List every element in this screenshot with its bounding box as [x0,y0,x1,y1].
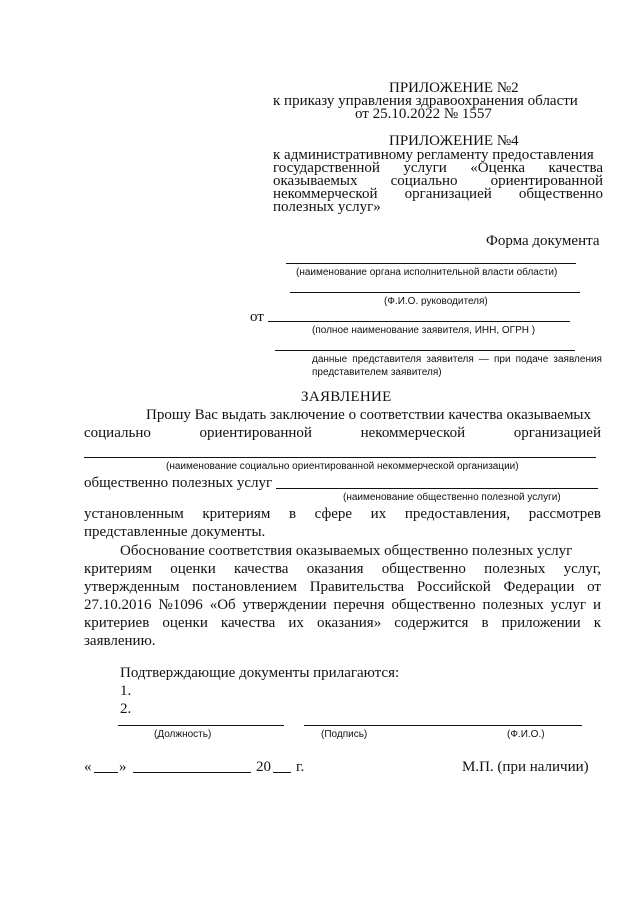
word: полезных [482,597,544,613]
word: оценки [170,561,216,577]
body-p1-line-4 [84,507,601,522]
statement-title: ЗАЯВЛЕНИЕ [301,389,392,405]
appendix-4-line-1: к административному регламенту предоставления [273,147,594,163]
word: данные [312,354,348,365]
body-p1-line-1: Прошу Вас выдать заключение о соответствии качества оказываемых [146,407,592,423]
appendix-4-title: ПРИЛОЖЕНИЕ №4 [389,133,519,149]
applicant-line[interactable] [268,321,570,322]
appendix-4-line-5: полезных услуг» [273,199,381,215]
word: качества [548,160,603,176]
word: — [478,354,489,365]
word: оценки [162,615,208,631]
representative-line[interactable] [275,350,575,351]
word: услуг [550,597,586,613]
full-name-caption: (Ф.И.О.) [507,729,545,740]
word: №1096 [158,597,203,613]
word: рассмотрев [528,506,601,522]
word: представителя [352,354,422,365]
word: Правительства [309,579,405,595]
organ-name-line[interactable] [286,263,576,264]
appendix-2-order-line: к приказу управления здравоохранения области [273,93,578,109]
word: критериям [202,506,271,522]
word: оказания» [316,615,382,631]
organ-name-caption: (наименование органа исполнительной власти области) [296,267,558,278]
word: заявления [553,354,602,365]
stamp-label: М.П. (при наличии) [462,759,589,775]
word: содержится [394,615,469,631]
word: ориентированной [490,173,603,189]
word: Российской [416,579,491,595]
word: некоммерческой [360,425,466,441]
organization-name-line[interactable] [84,457,596,458]
from-label: от [250,309,264,325]
word: социально [390,173,458,189]
body-p2-line-3 [84,580,601,595]
word: социально [84,425,151,441]
word: качества [220,615,276,631]
body-p2-line-6: заявлению. [84,633,156,649]
position-line[interactable] [118,725,284,726]
word: сфере [314,506,353,522]
word: оказания [306,561,364,577]
word: установленным [84,506,184,522]
word: в [288,506,297,522]
head-name-line[interactable] [290,292,580,293]
form-label: Форма документа [486,233,600,249]
body-p2-line-2 [84,562,601,577]
word: предоставления, [404,506,511,522]
word: общественно [391,597,476,613]
word: к [593,615,601,631]
attachments-label: Подтверждающие документы прилагаются: [120,665,400,681]
word: при [493,354,511,365]
signature-caption: (Подпись) [321,729,368,740]
word: оказываемых [273,173,358,189]
word: услуги [403,160,447,176]
day-line[interactable] [94,772,118,773]
full-name-line[interactable] [416,725,582,726]
body-p1-line-5: представленные документы. [84,524,266,540]
word: организацией [404,186,492,202]
word: полезных [484,561,546,577]
word: государственной [273,160,380,176]
service-name-caption: (наименование общественно полезной услуги) [343,492,561,503]
word: качества [234,561,289,577]
appendix-2-date-line: от 25.10.2022 № 1557 [355,106,492,122]
year-prefix: 20 [256,759,271,775]
word: в [481,615,489,631]
word: и [592,597,601,613]
applicant-caption: (полное наименование заявителя, ИНН, ОГРН ) [312,325,536,336]
date-open-quote: « [84,759,92,775]
representative-caption-line-2: представителем заявителя) [312,367,442,378]
year-line[interactable] [273,772,291,773]
word: общественно [381,561,466,577]
word: заявителя [426,354,474,365]
body-p2-line-1: Обоснование соответствия оказываемых общественно полезных услуг [120,543,573,559]
word: организацией [513,425,601,441]
organization-name-caption: (наименование социально ориентированной некоммерческой организации) [166,461,519,472]
word: «Оценка [470,160,526,176]
word: приложении [501,615,581,631]
attachment-item-1: 1. [120,683,132,699]
body-p1-line-2 [84,426,601,441]
word: общественно [518,186,603,202]
body-p2-line-4 [84,598,601,613]
attachment-item-2: 2. [120,701,132,717]
service-name-line[interactable] [276,488,598,489]
position-caption: (Должность) [154,729,212,740]
date-close-quote: » [119,759,127,775]
word: от [587,579,601,595]
word: некоммерческой [273,186,378,202]
word: 27.10.2016 [84,597,152,613]
word: Федерации [503,579,575,595]
word: критериев [84,615,150,631]
word: ориентированной [199,425,312,441]
word: подаче [515,354,549,365]
services-label: общественно полезных услуг [84,475,273,491]
appendix-2-title: ПРИЛОЖЕНИЕ №2 [389,80,519,96]
word: услуг, [563,561,601,577]
year-suffix: г. [296,759,305,775]
word: утвержденным [84,579,180,595]
word: перечня [333,597,385,613]
body-p2-line-5 [84,616,601,631]
word: их [288,615,304,631]
word: критериям [84,561,152,577]
word: их [370,506,387,522]
word: постановлением [192,579,297,595]
signature-line[interactable] [304,725,416,726]
month-line[interactable] [133,772,251,773]
word: утверждении [242,597,327,613]
head-name-caption: (Ф.И.О. руководителя) [384,296,488,307]
representative-caption-line-1 [312,355,602,365]
word: «Об [209,597,236,613]
